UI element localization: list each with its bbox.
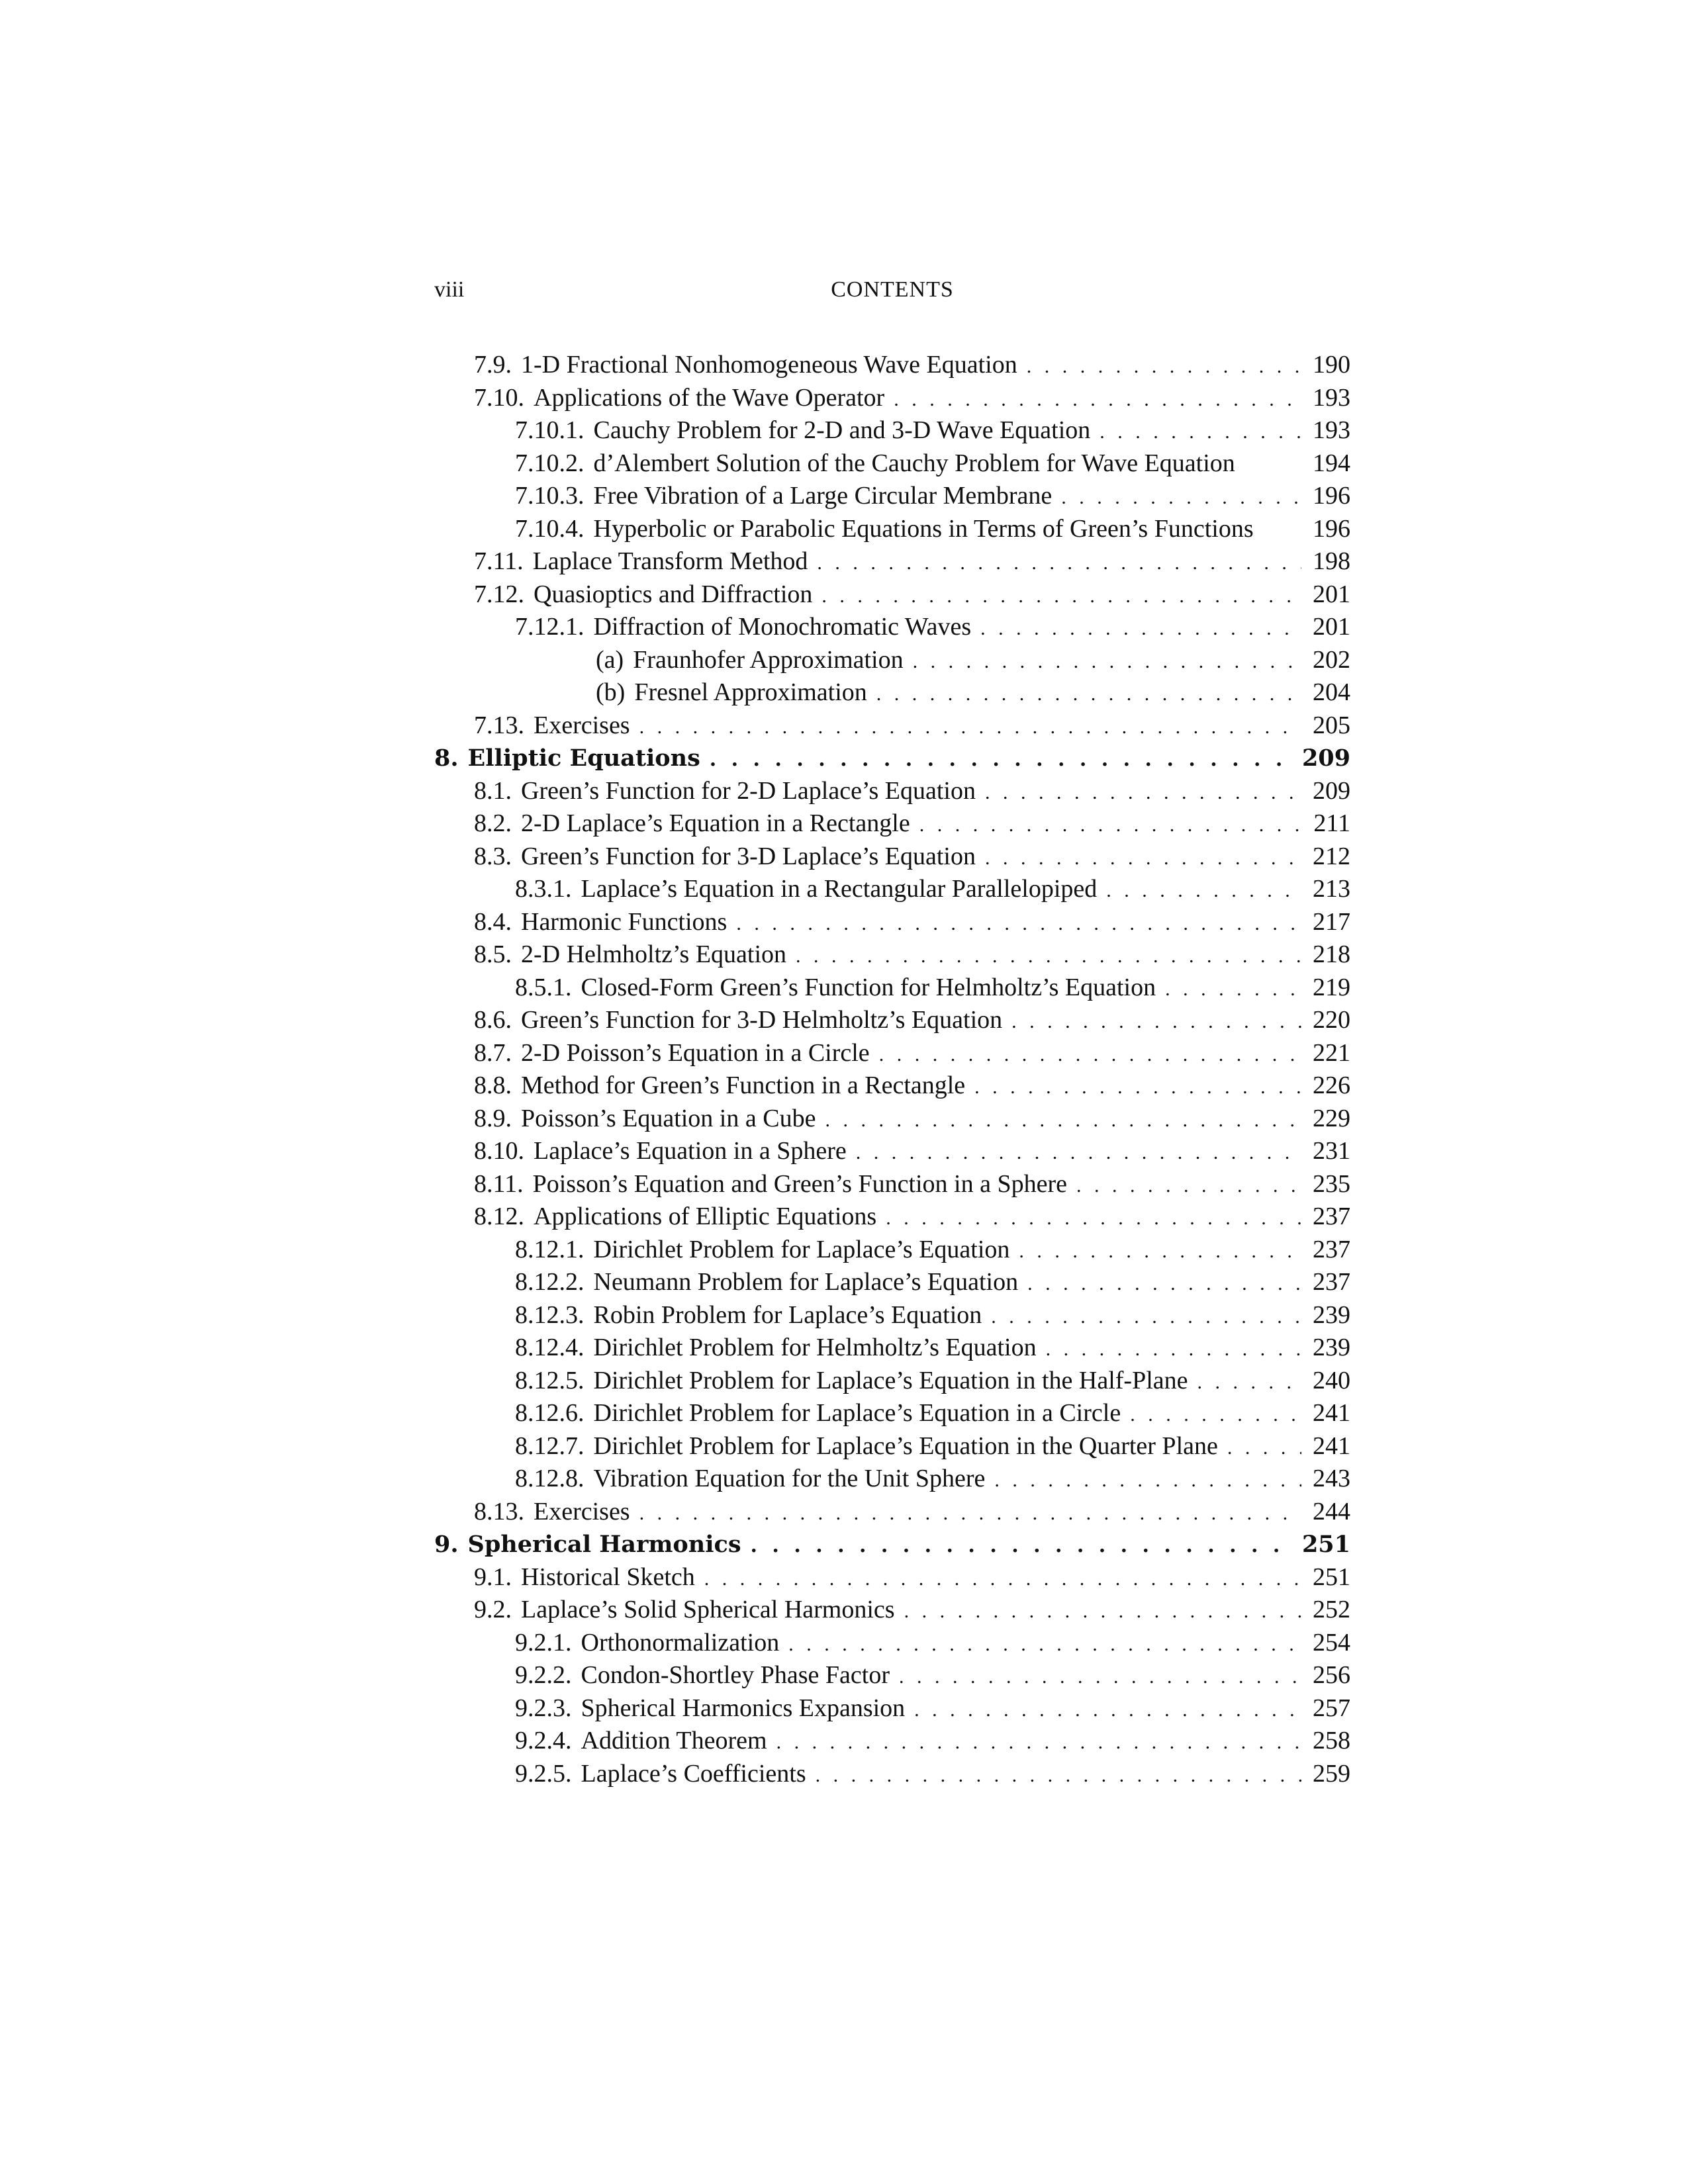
toc-entry-number: 9.: [434, 1531, 459, 1558]
toc-entry-number: 7.10.1.: [515, 416, 585, 444]
toc-entry[interactable]: [434, 1365, 1350, 1398]
toc-entry-page: 252: [1313, 1596, 1350, 1623]
dot-leader: [1027, 1267, 1301, 1300]
toc-entry-number: 8.6.: [474, 1006, 512, 1034]
dot-leader: [821, 580, 1301, 613]
toc-entry-title: Fresnel Approximation: [634, 678, 867, 706]
dot-leader: [817, 547, 1301, 580]
toc-entry-number: 9.2.3.: [515, 1694, 572, 1722]
dot-leader: [1100, 416, 1301, 449]
toc-entry-page: 258: [1313, 1727, 1350, 1754]
toc-entry[interactable]: [434, 676, 1350, 709]
toc-entry[interactable]: [434, 447, 1350, 480]
toc-entry-title: Closed-Form Green’s Function for Helmholtz’s Equation: [581, 973, 1156, 1001]
dot-leader: [894, 383, 1301, 416]
toc-entry-number: 7.12.1.: [515, 613, 585, 641]
toc-entry-title: Laplace Transform Method: [532, 547, 808, 575]
dot-leader: [980, 612, 1301, 645]
toc-entry-title: Dirichlet Problem for Laplace’s Equation in the Half-Plane: [593, 1366, 1188, 1394]
toc-entry-title: Condon-Shortley Phase Factor: [581, 1661, 890, 1689]
toc-entry[interactable]: [434, 1659, 1350, 1692]
dot-leader: [736, 907, 1301, 940]
toc-entry-title: Exercises: [534, 711, 630, 739]
toc-chapter-entry[interactable]: [434, 742, 1350, 775]
dot-leader: [1061, 481, 1301, 514]
toc-entry-title: Fraunhofer Approximation: [633, 645, 904, 674]
toc-entry[interactable]: [434, 775, 1350, 808]
toc-entry-number: 8.12.7.: [515, 1432, 585, 1460]
dot-leader: [796, 940, 1301, 973]
toc-entry-page: 219: [1313, 973, 1350, 1001]
toc-entry[interactable]: [434, 906, 1350, 939]
toc-entry-title: Hyperbolic or Parabolic Equations in Terms of Green’s Functions: [593, 514, 1254, 543]
toc-entry-page: 244: [1313, 1497, 1350, 1525]
dot-leader: [876, 678, 1301, 711]
toc-entry-page: 209: [1313, 776, 1350, 805]
dot-leader: [825, 1104, 1301, 1137]
dot-leader: [879, 1038, 1301, 1071]
toc-entry-number: 8.3.1.: [515, 875, 572, 903]
toc-entry-title: Applications of Elliptic Equations: [534, 1203, 877, 1230]
toc-entry[interactable]: [434, 545, 1350, 578]
toc-entry-title: Green’s Function for 3-D Laplace’s Equation: [521, 842, 976, 870]
toc-entry-title: Green’s Function for 3-D Helmholtz’s Equation: [521, 1006, 1003, 1034]
toc-entry-page: 235: [1313, 1169, 1350, 1198]
toc-entry[interactable]: [434, 513, 1350, 546]
toc-entry-page: 218: [1313, 940, 1350, 968]
toc-entry-number: 7.10.: [474, 383, 524, 412]
dot-leader: [1027, 350, 1301, 383]
toc-entry-title: Orthonormalization: [581, 1628, 780, 1657]
toc-entry-title: Laplace’s Equation in a Rectangular Parallelopiped: [581, 875, 1098, 903]
table-of-contents: [434, 349, 1350, 1790]
toc-entry-title: Neumann Problem for Laplace’s Equation: [593, 1268, 1019, 1296]
dot-leader: [1165, 973, 1301, 1006]
toc-entry-title: 2-D Laplace’s Equation in a Rectangle: [521, 809, 910, 837]
toc-entry-number: 7.10.4.: [515, 514, 585, 543]
toc-entry-number: (a): [596, 645, 624, 674]
toc-entry-page: 254: [1313, 1628, 1350, 1657]
toc-entry[interactable]: [434, 1758, 1350, 1791]
toc-chapter-entry[interactable]: [434, 1528, 1350, 1561]
toc-entry-page: 196: [1313, 482, 1350, 510]
toc-entry-number: 8.5.1.: [515, 973, 572, 1001]
toc-entry-page: 241: [1313, 1399, 1350, 1427]
toc-entry-number: 7.9.: [474, 351, 512, 379]
toc-entry-page: 220: [1313, 1006, 1350, 1034]
toc-entry-page: 226: [1313, 1071, 1350, 1099]
toc-entry-page: 217: [1313, 907, 1350, 936]
toc-entry[interactable]: [434, 1201, 1350, 1234]
toc-entry[interactable]: [434, 1103, 1350, 1136]
toc-entry[interactable]: [434, 807, 1350, 841]
dot-leader: [904, 1595, 1301, 1628]
toc-entry-title: d’Alembert Solution of the Cauchy Problem for Wave Equation: [593, 449, 1235, 477]
toc-entry[interactable]: [434, 1561, 1350, 1594]
toc-entry-page: 259: [1313, 1759, 1350, 1788]
toc-entry-number: 7.13.: [474, 711, 524, 739]
toc-entry-page: 239: [1313, 1334, 1350, 1361]
toc-entry-number: 8.: [434, 745, 459, 772]
toc-entry-page: 201: [1313, 613, 1350, 641]
toc-entry[interactable]: [434, 1397, 1350, 1430]
toc-entry-page: 241: [1313, 1432, 1350, 1460]
dot-leader: [776, 1726, 1301, 1759]
page-header: [434, 270, 1350, 310]
toc-entry-title: 2-D Helmholtz’s Equation: [521, 940, 787, 968]
toc-entry-title: Green’s Function for 2-D Laplace’s Equation: [521, 776, 976, 805]
toc-entry-number: 8.13.: [474, 1497, 524, 1525]
toc-entry[interactable]: [434, 938, 1350, 972]
toc-entry-title: Robin Problem for Laplace’s Equation: [593, 1300, 982, 1329]
dot-leader: [1019, 1235, 1301, 1268]
toc-entry-page: 193: [1313, 383, 1350, 412]
toc-entry-title: Laplace’s Equation in a Sphere: [534, 1137, 847, 1165]
toc-entry-number: 9.2.2.: [515, 1661, 572, 1689]
toc-entry[interactable]: [434, 1004, 1350, 1037]
toc-entry[interactable]: [434, 1627, 1350, 1660]
toc-entry-title: Dirichlet Problem for Laplace’s Equation: [593, 1235, 1010, 1263]
toc-entry-page: 198: [1313, 547, 1350, 575]
toc-entry[interactable]: [434, 1135, 1350, 1168]
running-title: CONTENTS: [831, 277, 954, 302]
toc-entry-number: 7.10.3.: [515, 482, 585, 510]
toc-entry[interactable]: [434, 1299, 1350, 1332]
toc-entry-page: 256: [1313, 1661, 1350, 1689]
toc-entry-title: Exercises: [534, 1497, 630, 1525]
toc-entry-page: 193: [1313, 416, 1350, 444]
dot-leader: [704, 1563, 1301, 1596]
toc-entry-title: Historical Sketch: [521, 1563, 695, 1591]
toc-entry-page: 211: [1313, 809, 1350, 837]
toc-entry-number: 8.12.: [474, 1203, 524, 1230]
toc-entry-number: 8.12.2.: [515, 1268, 585, 1296]
toc-entry[interactable]: [434, 349, 1350, 382]
dot-leader: [1227, 1432, 1301, 1465]
toc-entry-page: 251: [1301, 1531, 1350, 1558]
toc-entry-page: 237: [1313, 1235, 1350, 1263]
toc-entry-page: 239: [1313, 1300, 1350, 1329]
dot-leader: [914, 1694, 1301, 1727]
toc-entry-title: Diffraction of Monochromatic Waves: [593, 613, 972, 641]
toc-entry-number: 7.11.: [474, 547, 524, 575]
toc-entry-number: 8.5.: [474, 940, 512, 968]
toc-entry[interactable]: [434, 1496, 1350, 1529]
toc-entry-title: Vibration Equation for the Unit Sphere: [593, 1465, 986, 1492]
toc-entry-title: Dirichlet Problem for Laplace’s Equation in the Quarter Plane: [593, 1432, 1218, 1460]
toc-entry-title: Addition Theorem: [581, 1727, 767, 1754]
toc-entry-page: 190: [1313, 351, 1350, 379]
toc-entry-page: 221: [1313, 1038, 1350, 1067]
toc-entry-title: 1-D Fractional Nonhomogeneous Wave Equation: [521, 351, 1017, 379]
toc-entry[interactable]: [434, 841, 1350, 874]
toc-entry-number: 9.2.1.: [515, 1628, 572, 1657]
dot-leader: [985, 776, 1301, 809]
toc-entry-title: Dirichlet Problem for Laplace’s Equation in a Circle: [593, 1399, 1121, 1427]
toc-entry-number: 8.4.: [474, 907, 512, 936]
toc-entry-page: 194: [1313, 449, 1350, 477]
toc-entry[interactable]: [434, 1463, 1350, 1496]
toc-entry-number: 9.1.: [474, 1563, 512, 1591]
toc-entry[interactable]: [434, 480, 1350, 513]
toc-entry-title: Harmonic Functions: [521, 907, 727, 936]
toc-entry-page: 251: [1313, 1563, 1350, 1591]
toc-entry-number: 8.7.: [474, 1038, 512, 1067]
toc-entry[interactable]: [434, 1266, 1350, 1299]
toc-entry[interactable]: [434, 644, 1350, 677]
toc-entry[interactable]: [434, 972, 1350, 1005]
toc-entry-number: 8.12.5.: [515, 1366, 585, 1394]
dot-leader: [788, 1628, 1301, 1661]
dot-leader: [639, 1497, 1301, 1530]
toc-entry-number: 8.10.: [474, 1137, 524, 1165]
toc-entry-title: Quasioptics and Diffraction: [534, 580, 813, 608]
dot-leader: [1130, 1398, 1301, 1432]
toc-entry-title: Spherical Harmonics: [467, 1531, 741, 1558]
toc-entry-number: 8.12.3.: [515, 1300, 585, 1329]
dot-leader: [751, 1529, 1293, 1563]
toc-entry-number: 7.10.2.: [515, 449, 585, 477]
dot-leader: [913, 645, 1301, 678]
toc-entry[interactable]: [434, 578, 1350, 612]
toc-entry-title: Cauchy Problem for 2-D and 3-D Wave Equation: [593, 416, 1091, 444]
toc-entry-title: Laplace’s Coefficients: [581, 1759, 806, 1788]
toc-entry[interactable]: [434, 611, 1350, 644]
toc-entry-number: 8.12.8.: [515, 1465, 585, 1492]
page-number: viii: [434, 277, 465, 302]
toc-entry-number: 8.11.: [474, 1169, 524, 1198]
toc-entry-title: Elliptic Equations: [467, 745, 700, 772]
dot-leader: [899, 1661, 1301, 1694]
toc-entry-page: 237: [1313, 1268, 1350, 1296]
toc-entry-page: 196: [1313, 514, 1350, 543]
toc-entry[interactable]: [434, 414, 1350, 447]
toc-entry-number: 8.9.: [474, 1104, 512, 1132]
toc-entry[interactable]: [434, 873, 1350, 906]
toc-entry-page: 212: [1313, 842, 1350, 870]
toc-entry[interactable]: [434, 382, 1350, 415]
toc-entry-number: 9.2.: [474, 1596, 512, 1623]
toc-entry[interactable]: [434, 1168, 1350, 1201]
dot-leader: [994, 1464, 1301, 1497]
toc-entry-title: Laplace’s Solid Spherical Harmonics: [521, 1596, 895, 1623]
dot-leader: [886, 1202, 1301, 1235]
toc-entry[interactable]: [434, 1069, 1350, 1103]
toc-entry[interactable]: [434, 1234, 1350, 1267]
dot-leader: [856, 1136, 1301, 1169]
toc-entry-title: 2-D Poisson’s Equation in a Circle: [521, 1038, 870, 1067]
toc-entry[interactable]: [434, 1594, 1350, 1627]
toc-entry-title: Poisson’s Equation in a Cube: [521, 1104, 816, 1132]
toc-entry-number: (b): [596, 678, 626, 706]
dot-leader: [991, 1300, 1301, 1334]
toc-entry[interactable]: [434, 1430, 1350, 1463]
toc-entry-number: 8.2.: [474, 809, 512, 837]
toc-entry-title: Free Vibration of a Large Circular Membrane: [593, 482, 1053, 510]
toc-entry-number: 8.8.: [474, 1071, 512, 1099]
toc-entry-number: 9.2.4.: [515, 1727, 572, 1754]
toc-entry-page: 240: [1313, 1366, 1350, 1394]
toc-entry[interactable]: [434, 709, 1350, 743]
toc-entry-number: 8.12.6.: [515, 1399, 585, 1427]
dot-leader: [974, 1071, 1301, 1104]
toc-entry-page: 205: [1313, 711, 1350, 739]
toc-entry-page: 237: [1313, 1203, 1350, 1230]
toc-entry-number: 7.12.: [474, 580, 524, 608]
toc-entry-page: 229: [1313, 1104, 1350, 1132]
toc-entry[interactable]: [434, 1725, 1350, 1758]
toc-entry-number: 8.12.1.: [515, 1235, 585, 1263]
dot-leader: [816, 1759, 1301, 1792]
toc-entry-page: 209: [1301, 745, 1350, 772]
toc-entry-number: 8.3.: [474, 842, 512, 870]
dot-leader: [1076, 1169, 1301, 1203]
dot-leader: [1106, 874, 1301, 907]
toc-entry[interactable]: [434, 1332, 1350, 1365]
toc-entry-title: Method for Green’s Function in a Rectangle: [521, 1071, 966, 1099]
toc-entry-title: Dirichlet Problem for Helmholtz’s Equation: [593, 1334, 1037, 1361]
toc-entry-title: Applications of the Wave Operator: [534, 383, 885, 412]
dot-leader: [1046, 1333, 1301, 1366]
toc-entry-page: 257: [1313, 1694, 1350, 1722]
dot-leader: [919, 809, 1301, 842]
toc-entry[interactable]: [434, 1692, 1350, 1725]
dot-leader: [1197, 1366, 1302, 1399]
dot-leader: [639, 711, 1301, 744]
dot-leader: [985, 842, 1301, 875]
toc-entry[interactable]: [434, 1037, 1350, 1070]
dot-leader: [1011, 1005, 1301, 1038]
toc-entry-page: 204: [1313, 678, 1350, 706]
toc-entry-page: 243: [1313, 1465, 1350, 1492]
toc-entry-page: 231: [1313, 1137, 1350, 1165]
toc-entry-number: 8.1.: [474, 776, 512, 805]
toc-entry-title: Poisson’s Equation and Green’s Function in a Sphere: [532, 1169, 1068, 1198]
toc-entry-title: Spherical Harmonics Expansion: [581, 1694, 906, 1722]
toc-entry-page: 201: [1313, 580, 1350, 608]
toc-entry-page: 202: [1313, 645, 1350, 674]
dot-leader: [710, 743, 1293, 776]
toc-entry-number: 8.12.4.: [515, 1334, 585, 1361]
toc-entry-page: 213: [1313, 875, 1350, 903]
toc-entry-number: 9.2.5.: [515, 1759, 572, 1788]
